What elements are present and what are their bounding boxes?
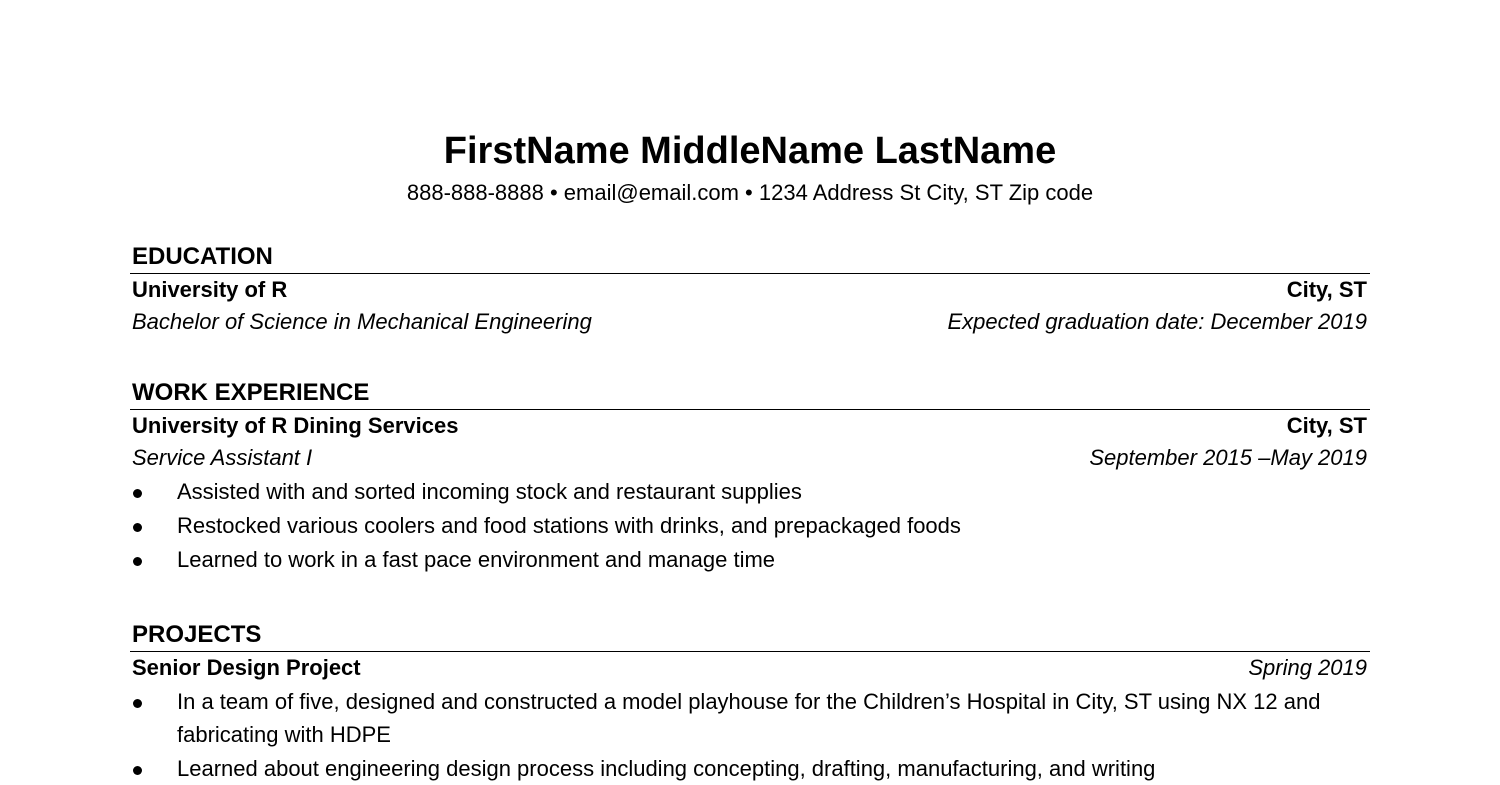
employer-location: City, ST: [1286, 413, 1367, 438]
resume-name: FirstName MiddleName LastName: [443, 130, 1057, 172]
bullet-icon: [133, 766, 142, 775]
project-name: Senior Design Project: [132, 655, 361, 680]
work-section: [130, 378, 1370, 576]
project-row: [130, 652, 1370, 684]
list-item: [130, 542, 1370, 576]
bullet-icon: [133, 557, 142, 566]
bullet-icon: [133, 489, 142, 498]
degree: Bachelor of Science in Mechanical Engineering: [132, 309, 592, 334]
education-section: [130, 242, 1370, 338]
education-school-row: [130, 274, 1370, 306]
contact-line: 888-888-8888 • email@email.com • 1234 Address St City, ST Zip code: [406, 180, 1094, 205]
bullet-text: Learned to work in a fast pace environment and manage time: [177, 547, 776, 572]
graduation-date: Expected graduation date: December 2019: [947, 309, 1367, 334]
job-title: Service Assistant I: [132, 445, 313, 470]
section-title-education: EDUCATION: [130, 242, 1370, 274]
list-item: [130, 751, 1370, 785]
bullet-icon: [133, 523, 142, 532]
education-degree-row: [130, 306, 1370, 338]
section-title-projects: PROJECTS: [130, 620, 1370, 652]
work-employer-row: [130, 410, 1370, 442]
bullet-text: Restocked various coolers and food stations with drinks, and prepackaged foods: [177, 513, 961, 538]
list-item: [130, 508, 1370, 542]
work-role-row: [130, 442, 1370, 474]
list-item: [130, 474, 1370, 508]
bullet-text: Learned about engineering design process including concepting, drafting, manufacturing, and writing: [177, 756, 1156, 781]
school-name: University of R: [132, 277, 288, 302]
project-date: Spring 2019: [1248, 655, 1367, 680]
work-bullets: [130, 474, 1370, 576]
project-bullets: [130, 684, 1370, 785]
list-item: [130, 684, 1370, 751]
bullet-icon: [133, 699, 142, 708]
school-location: City, ST: [1286, 277, 1367, 302]
section-title-work: WORK EXPERIENCE: [130, 378, 1370, 410]
projects-section: [130, 620, 1370, 785]
bullet-text: In a team of five, designed and constructed a model playhouse for the Children’s Hospital in City, ST using NX 12 and fabricating with HDPE: [177, 689, 1321, 747]
employer-name: University of R Dining Services: [132, 413, 459, 438]
bullet-text: Assisted with and sorted incoming stock and restaurant supplies: [177, 479, 802, 504]
job-dates: September 2015 –May 2019: [1089, 445, 1367, 470]
